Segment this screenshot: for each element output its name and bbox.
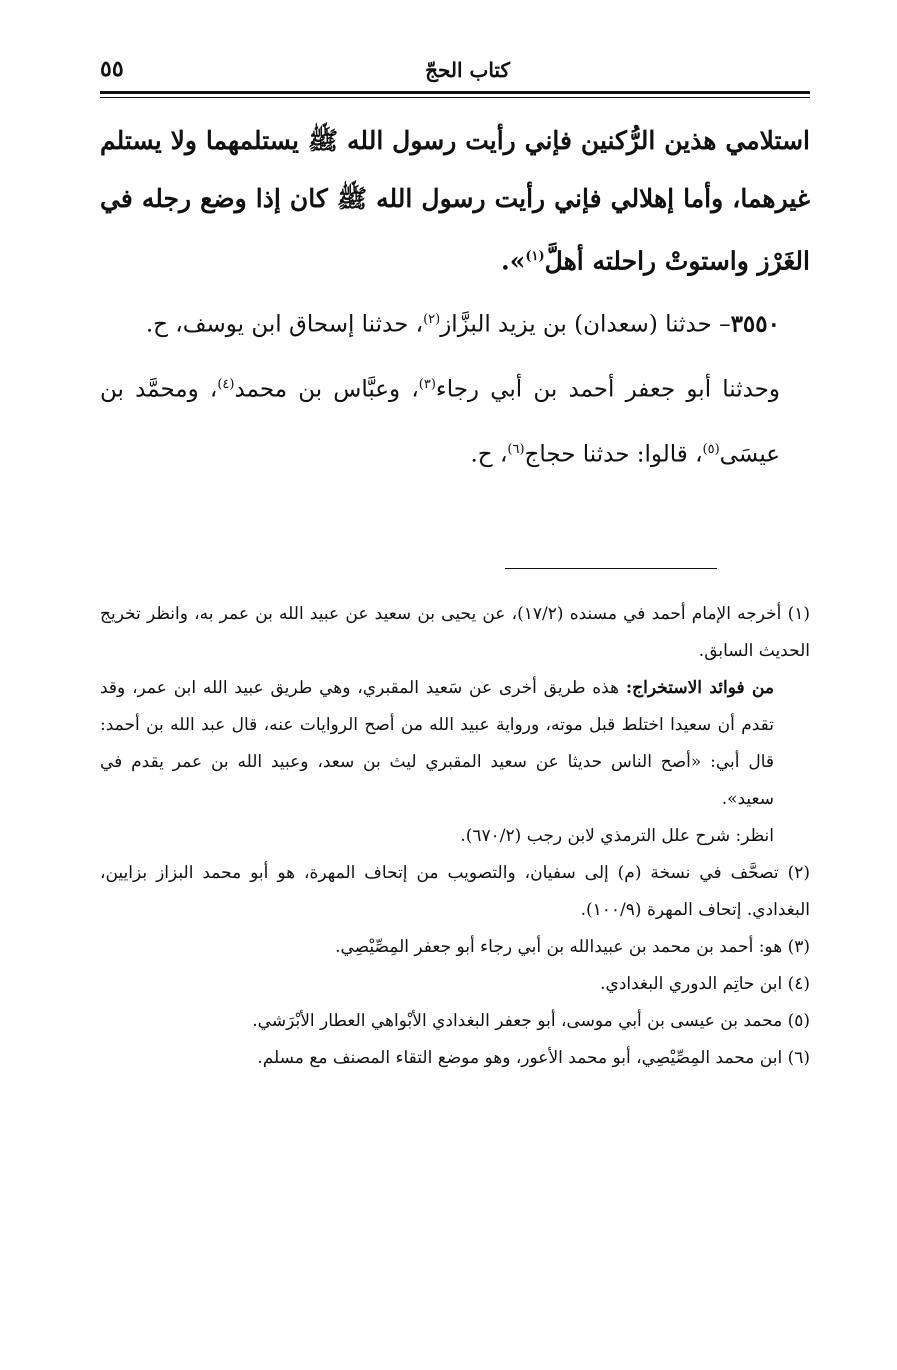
page-number: ٥٥ <box>100 56 124 82</box>
footnote-ref-5[interactable]: (٥) <box>702 441 720 457</box>
footnote-ref-4[interactable]: (٤) <box>217 376 235 392</box>
footnote-ref-3[interactable]: (٣) <box>418 376 436 392</box>
footnote-1: (١) أخرجه الإمام أحمد في مسنده (١٧/٢)، عن يحيى بن سعيد عن عبيد الله بن عمر به، وانظر تخريج الحديث السابق. <box>100 604 810 661</box>
footnote-6: (٦) ابن محمد المِصِّيْصِي، أبو محمد الأعور، وهو موضع التقاء المصنف مع مسلم. <box>257 1048 810 1068</box>
hadith-number: ٣٥٥٠ <box>730 310 780 338</box>
header-rule-thick <box>100 91 810 94</box>
footnote-separator <box>505 568 717 569</box>
footnote-4: (٤) ابن حاتِم الدوري البغدادي. <box>600 974 810 994</box>
footnote-2: (٢) تصحَّف في نسخة (م) إلى سفيان، والتصويب من إتحاف المهرة، هو أبو محمد البزاز بزايين، البغدادي. إتحاف المهرة (١٠٠/٩). <box>100 863 810 920</box>
footnote-ref-1[interactable]: (١) <box>525 249 545 264</box>
footnote-5: (٥) محمد بن عيسى بن أبي موسى، أبو جعفر البغدادي الأبْواهي العطار الأبْرَشي. <box>252 1011 810 1031</box>
extraction-benefit: من فوائد الاستخراج: هذه طريق أخرى عن سَعيد المقبري، وهي طريق عبيد الله ابن عمر، وقد تقدم أن سعيدا اختلط قبل موته، ورواية عبيد الله من أصح الروايات عنه، قال عبد الله بن أحمد: قال أبي: «أصح الناس حديثا عن سعيد المقبري ليث بن سعد، وعبيد الله بن عمر يقدم في سعيد». <box>100 678 774 809</box>
isnad-paragraph: وحدثنا أبو جعفر أحمد بن أبي رجاء$^{(٣)}$، وعبَّاس بن محمد$^{(٤)}$، ومحمَّد بن عيسَى$^{(٥)}$، قالوا: حدثنا حجاج$^{(٦)}$، ح. <box>100 376 781 468</box>
footnote-3: (٣) هو: أحمد بن محمد بن عبيدالله بن أبي رجاء أبو جعفر المِصِّيْصِي. <box>335 937 810 957</box>
page-header <box>100 52 810 92</box>
footnote-ref-6[interactable]: (٦) <box>507 441 525 457</box>
benefit-label: من فوائد الاستخراج: <box>625 678 774 698</box>
see-reference: انظر: شرح علل الترمذي لابن رجب (٦٧٠/٢). <box>460 826 774 846</box>
footnote-ref-2[interactable]: (٢) <box>423 312 441 328</box>
header-rule-thin <box>100 97 810 98</box>
footnotes <box>100 596 810 1077</box>
hadith-continuation: استلامي هذين الرُّكنين فإني رأيت رسول الله ﷺ يستلمهما ولا يستلم غيرهما، وأما إهلالي فإني رأيت رسول الله ﷺ كان إذا وضع رجله في الغَرْز واستوتْ راحلته أهلَّ$^{(١)}$». <box>100 126 810 276</box>
book-title: كتاب الحجّ <box>425 58 510 82</box>
hadith-3550: ٣٥٥٠– حدثنا (سعدان) بن يزيد البزَّاز$^{(٢)}$، حدثنا إسحاق ابن يوسف، ح. <box>145 310 780 338</box>
main-text <box>100 112 810 484</box>
